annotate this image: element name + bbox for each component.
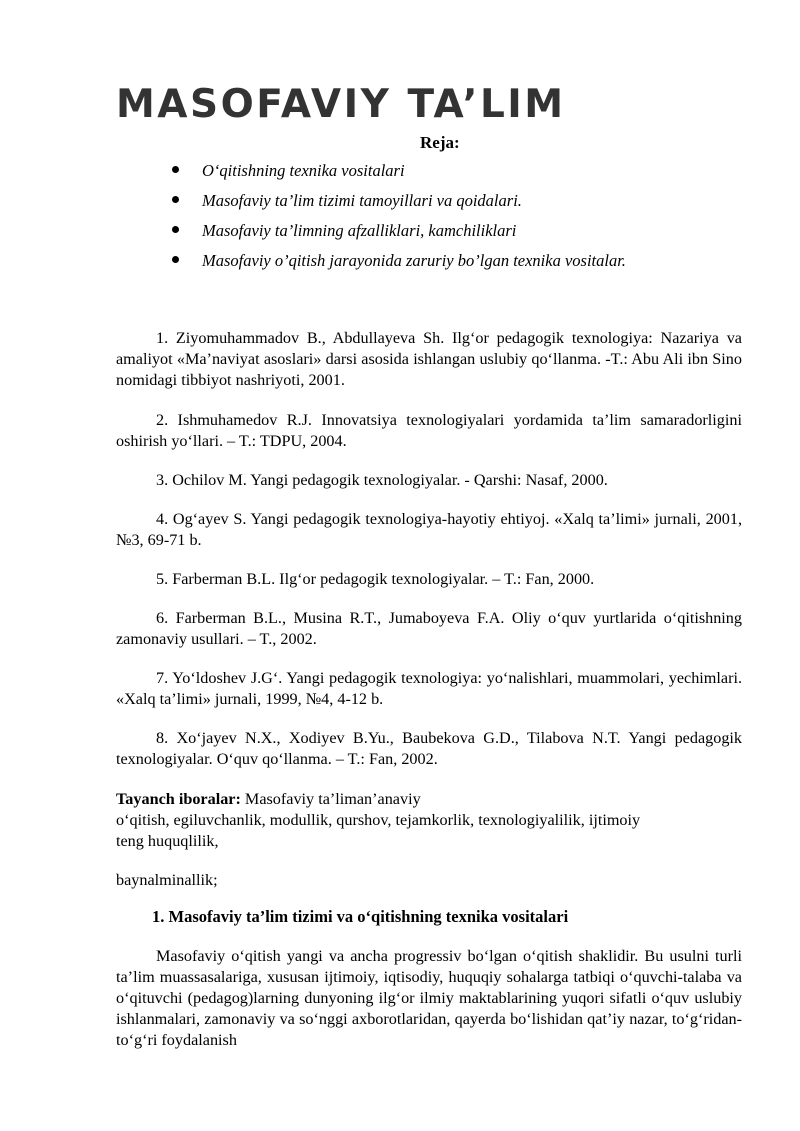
section-heading: 1. Masofaviy ta’lim tizimi va o‘qitishning texnika vositalari	[152, 907, 569, 926]
keywords-block	[116, 789, 742, 852]
reference-item: 3. Ochilov M. Yangi pedagogik texnologiyalar. - Qarshi: Nasaf, 2000.	[156, 471, 608, 489]
keywords-text: teng huquqlilik,	[116, 832, 219, 850]
reference-item: 5. Farberman B.L. Ilg‘or pedagogik texnologiyalar. – T.: Fan, 2000.	[156, 570, 595, 588]
plan-item-text: Masofaviy o’qitish jarayonida zaruriy bo’lgan texnika vositalar.	[202, 251, 626, 270]
keywords-text: o‘qitish, egiluvchanlik, modullik, qurshov, tejamkorlik, texnologiyalilik, ijtimoiy	[116, 811, 641, 829]
reference-item: 6. Farberman B.L., Musina R.T., Jumaboyeva F.A. Oliy o‘quv yurtlarida o‘qitishning zamonaviy usullari. – T., 2002.	[116, 609, 742, 648]
keywords-label: Tayanch iboralar:	[116, 790, 241, 808]
bullet-icon	[172, 196, 179, 203]
reference-item: 2. Ishmuhamedov R.J. Innovatsiya texnologiyalari yordamida ta’lim samaradorligini oshirish yo‘llari. – T.: TDPU, 2004.	[116, 411, 742, 450]
plan-item-text: Masofaviy ta’limning afzalliklari, kamchiliklari	[202, 221, 517, 240]
document-title: MASOFAVIY TA’LIM	[116, 82, 566, 127]
bullet-icon	[172, 166, 179, 173]
bullet-icon	[172, 226, 179, 233]
keywords-text: Masofaviy ta’liman’anaviy	[240, 790, 421, 808]
reference-item: 7. Yo‘ldoshev J.G‘. Yangi pedagogik texnologiya: yo‘nalishlari, muammolari, yechimlari. «Xalq ta’limi» jurnali, 1999, №4, 4-12 b.	[116, 669, 742, 708]
plan-label: Reja:	[420, 133, 460, 152]
reference-item: 1. Ziyomuhammadov B., Abdullayeva Sh. Ilg‘or pedagogik texnologiya: Nazariya va amaliyot «Ma’naviyat asoslari» darsi asosida ishlangan uslubiy qo‘llanma. -T.: Abu Ali ibn Sino nomidagi tibbiyot nashriyoti, 2001.	[116, 329, 742, 389]
keywords-tail: baynalminallik;	[116, 871, 218, 889]
plan-item-text: O‘qitishning texnika vositalari	[202, 161, 405, 180]
reference-item: 8. Xo‘jayev N.X., Xodiyev B.Yu., Baubekova G.D., Tilabova N.T. Yangi pedagogik texnologiyalar. O‘quv qo‘llanma. – T.: Fan, 2002.	[116, 729, 742, 768]
body-paragraph: Masofaviy o‘qitish yangi va ancha progressiv bo‘lgan o‘qitish shaklidir. Bu usulni turli ta’lim muassasalariga, xususan ijtimoiy, iqtisodiy, huquqiy sohalarga tatbiqi o‘quvchi-talaba va o‘qituvchi (pedagog)larning dunyoning ilg‘or ilmiy maktablarining yuqori sifatli o‘quv uslubiy ishlanmalari, zamonaviy va so‘nggi axborotlaridan, qayerda bo‘lishidan qat’iy nazar, to‘g‘ridan-to‘g‘ri foydalanish	[116, 947, 742, 1049]
reference-item: 4. Og‘ayev S. Yangi pedagogik texnologiya-hayotiy ehtiyoj. «Xalq ta’limi» jurnali, 2001, №3, 69-71 b.	[116, 510, 742, 549]
bullet-icon	[172, 256, 179, 263]
plan-item-text: Masofaviy ta’lim tizimi tamoyillari va qoidalari.	[202, 191, 522, 210]
